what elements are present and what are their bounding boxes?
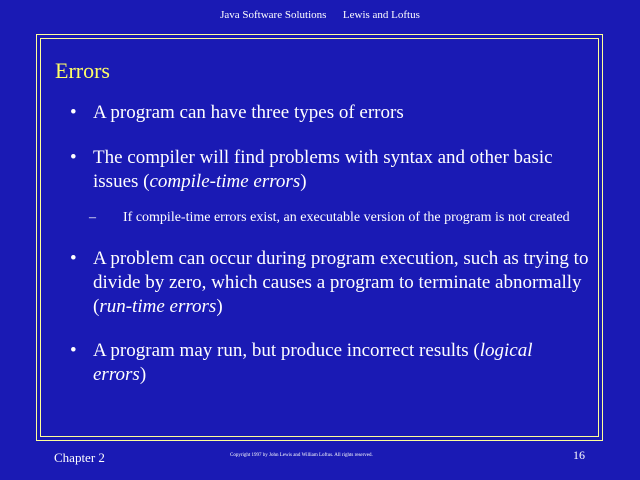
bullet-text: A program may run, but produce incorrect results ( xyxy=(93,340,480,361)
bullet-text-suffix: ) xyxy=(300,171,307,192)
bullet-emphasis: compile-time errors xyxy=(149,171,301,192)
bullet-text: A program can have three types of errors xyxy=(93,102,404,123)
slide-header: Java Software Solutions Lewis and Loftus xyxy=(220,9,420,21)
footer-chapter: Chapter 2 xyxy=(54,450,105,465)
footer-copyright: Copyright 1997 by John Lewis and William Loftus. All rights reserved. xyxy=(230,453,373,458)
bullet-marker: • xyxy=(70,102,77,123)
bullet-text-suffix: ) xyxy=(139,364,147,385)
sub-bullet-item xyxy=(70,207,590,229)
bullet-item xyxy=(70,247,590,319)
bullet-text: A problem can occur during program execution, such as trying to divide by zero, which causes a program to terminate abnormally ( xyxy=(93,248,589,317)
bullet-item xyxy=(70,146,590,194)
bullet-text: The compiler will find problems with syntax and other basic issues ( xyxy=(93,147,553,192)
sub-bullet-marker: – xyxy=(89,210,96,225)
bullet-emphasis: logical errors xyxy=(93,340,533,385)
bullet-marker: • xyxy=(70,340,77,361)
sub-bullet-text: If compile-time errors exist, an executable version of the program is not created xyxy=(123,210,570,225)
slide-title: Errors xyxy=(55,58,110,83)
bullet-text-suffix: ) xyxy=(216,296,223,317)
bullet-marker: • xyxy=(70,147,77,168)
page-number: 16 xyxy=(573,448,585,462)
bullet-emphasis: run-time errors xyxy=(99,296,217,317)
bullet-list xyxy=(70,101,590,387)
bullet-marker: • xyxy=(70,248,77,269)
bullet-item xyxy=(70,339,590,387)
bullet-item xyxy=(70,101,590,125)
